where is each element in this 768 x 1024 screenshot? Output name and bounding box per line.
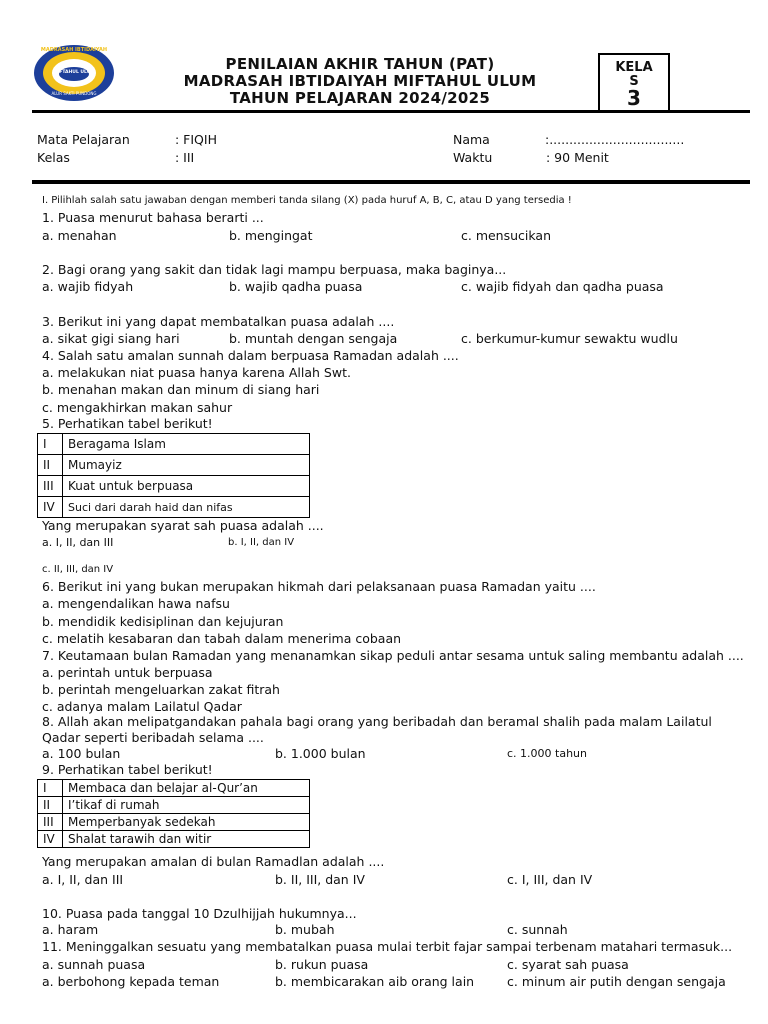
q9-question: Yang merupakan amalan di bulan Ramadlan adalah .... xyxy=(42,854,385,869)
q12-option-b: b. membicarakan aib orang lain xyxy=(275,974,475,989)
question-8: 8. Allah akan melipatgandakan pahala bagi orang yang beribadah dan beramal shalih pada malam Lailatul xyxy=(42,714,712,729)
question-9: 9. Perhatikan tabel berikut! xyxy=(42,762,213,777)
table-row xyxy=(38,497,310,518)
table-cell-value: Suci dari darah haid dan nifas xyxy=(63,497,310,518)
q11-option-c: c. syarat sah puasa xyxy=(507,957,629,972)
q1-option-a: a. menahan xyxy=(42,228,117,243)
table-cell-value: I’tikaf di rumah xyxy=(63,797,310,814)
q5-option-a: a. I, II, dan III xyxy=(42,536,114,549)
question-8-cont: Qadar seperti beribadah selama .... xyxy=(42,730,264,745)
table-cell-value: Kuat untuk berpuasa xyxy=(63,476,310,497)
q6-option-a: a. mengendalikan hawa nafsu xyxy=(42,596,230,611)
logo-mid-text: MIFTAHUL ULUM xyxy=(53,70,95,75)
q9-option-c: c. I, III, dan IV xyxy=(507,872,593,887)
table-cell-num: III xyxy=(38,476,63,497)
info-rule xyxy=(32,180,750,184)
table-row xyxy=(38,797,310,814)
question-5: 5. Perhatikan tabel berikut! xyxy=(42,416,213,431)
table-row xyxy=(38,780,310,797)
q10-option-a: a. haram xyxy=(42,922,99,937)
table-cell-num: I xyxy=(38,780,63,797)
mapel-value: : FIQIH xyxy=(175,132,217,147)
table-row xyxy=(38,476,310,497)
table-cell-num: II xyxy=(38,455,63,476)
kelas-value: : III xyxy=(175,150,195,165)
question-10: 10. Puasa pada tanggal 10 Dzulhijjah hukumnya... xyxy=(42,906,357,921)
q11-option-a: a. sunnah puasa xyxy=(42,957,146,972)
q10-option-b: b. mubah xyxy=(275,922,335,937)
q2-option-c: c. wajib fidyah dan qadha puasa xyxy=(461,279,664,294)
q8-option-a: a. 100 bulan xyxy=(42,746,121,761)
table-cell-num: IV xyxy=(38,831,63,848)
question-2: 2. Bagi orang yang sakit dan tidak lagi mampu berpuasa, maka baginya... xyxy=(42,262,507,277)
q10-option-c: c. sunnah xyxy=(507,922,568,937)
q9-table xyxy=(37,779,310,848)
table-row xyxy=(38,814,310,831)
nama-label: Nama xyxy=(453,132,490,147)
q12-option-a: a. berbohong kepada teman xyxy=(42,974,220,989)
question-4: 4. Salah satu amalan sunnah dalam berpuasa Ramadan adalah .... xyxy=(42,348,459,363)
question-6: 6. Berikut ini yang bukan merupakan hikmah dari pelaksanaan puasa Ramadan yaitu .... xyxy=(42,579,596,594)
table-cell-value: Mumayiz xyxy=(63,455,310,476)
table-cell-num: II xyxy=(38,797,63,814)
kelas-box-number: 3 xyxy=(627,86,641,110)
school-logo xyxy=(33,44,115,102)
q2-option-a: a. wajib fidyah xyxy=(42,279,134,294)
q9-option-b: b. II, III, dan IV xyxy=(275,872,365,887)
header-rule xyxy=(32,110,750,113)
q1-option-b: b. mengingat xyxy=(229,228,313,243)
question-3: 3. Berikut ini yang dapat membatalkan puasa adalah .... xyxy=(42,314,395,329)
q12-option-c: c. minum air putih dengan sengaja xyxy=(507,974,726,989)
instruction: I. Pilihlah salah satu jawaban dengan memberi tanda silang (X) pada huruf A, B, C, atau D yang tersedia ! xyxy=(42,195,572,206)
table-cell-value: Shalat tarawih dan witir xyxy=(63,831,310,848)
table-cell-num: III xyxy=(38,814,63,831)
q8-option-b: b. 1.000 bulan xyxy=(275,746,366,761)
table-cell-num: IV xyxy=(38,497,63,518)
q5-table xyxy=(37,433,310,518)
kelas-box-line2: S xyxy=(629,74,639,89)
header-title: PENILAIAN AKHIR TAHUN (PAT) xyxy=(225,55,495,73)
q5-question: Yang merupakan syarat sah puasa adalah .... xyxy=(42,518,324,533)
q7-option-b: b. perintah mengeluarkan zakat fitrah xyxy=(42,682,280,697)
q3-option-b: b. muntah dengan sengaja xyxy=(229,331,398,346)
q5-option-c: c. II, III, dan IV xyxy=(42,564,114,575)
waktu-label: Waktu xyxy=(453,150,493,165)
question-1: 1. Puasa menurut bahasa berarti ... xyxy=(42,210,264,225)
q4-option-c: c. mengakhirkan makan sahur xyxy=(42,400,233,415)
header-school: MADRASAH IBTIDAIYAH MIFTAHUL ULUM xyxy=(183,72,537,90)
table-row xyxy=(38,831,310,848)
mapel-label: Mata Pelajaran xyxy=(37,132,130,147)
q2-option-b: b. wajib qadha puasa xyxy=(229,279,363,294)
nama-value: :.................................. xyxy=(545,132,685,147)
q5-option-b: b. I, II, dan IV xyxy=(228,537,295,548)
q7-option-c: c. adanya malam Lailatul Qadar xyxy=(42,699,242,714)
table-row xyxy=(38,455,310,476)
table-cell-value: Beragama Islam xyxy=(63,434,310,455)
q4-option-a: a. melakukan niat puasa hanya karena Allah Swt. xyxy=(42,365,351,380)
question-7: 7. Keutamaan bulan Ramadan yang menanamkan sikap peduli antar sesama untuk saling membantu adalah .... xyxy=(42,648,744,663)
q11-option-b: b. rukun puasa xyxy=(275,957,369,972)
header-year: TAHUN PELAJARAN 2024/2025 xyxy=(229,89,491,107)
q6-option-c: c. melatih kesabaran dan tabah dalam menerima cobaan xyxy=(42,631,402,646)
q9-option-a: a. I, II, dan III xyxy=(42,872,124,887)
table-row xyxy=(38,434,310,455)
q8-option-c: c. 1.000 tahun xyxy=(507,747,587,760)
logo-bottom-text: ALUR SAKTI PUNDONG xyxy=(51,91,97,96)
table-cell-value: Membaca dan belajar al-Qur’an xyxy=(63,780,310,797)
q3-option-c: c. berkumur-kumur sewaktu wudlu xyxy=(461,331,678,346)
table-cell-num: I xyxy=(38,434,63,455)
waktu-value: : 90 Menit xyxy=(546,150,609,165)
table-cell-value: Memperbanyak sedekah xyxy=(63,814,310,831)
q1-option-c: c. mensucikan xyxy=(461,228,551,243)
question-11: 11. Meninggalkan sesuatu yang membatalkan puasa mulai terbit fajar sampai terbenam matahari termasuk... xyxy=(42,939,733,954)
q6-option-b: b. mendidik kedisiplinan dan kejujuran xyxy=(42,614,284,629)
q3-option-a: a. sikat gigi siang hari xyxy=(42,331,180,346)
kelas-box xyxy=(598,53,670,111)
q7-option-a: a. perintah untuk berpuasa xyxy=(42,665,213,680)
kelas-label: Kelas xyxy=(37,150,70,165)
q4-option-b: b. menahan makan dan minum di siang hari xyxy=(42,382,320,397)
kelas-box-line1: KELA xyxy=(615,60,653,75)
logo-top-text: MADRASAH IBTIDAIYAH xyxy=(40,47,108,53)
